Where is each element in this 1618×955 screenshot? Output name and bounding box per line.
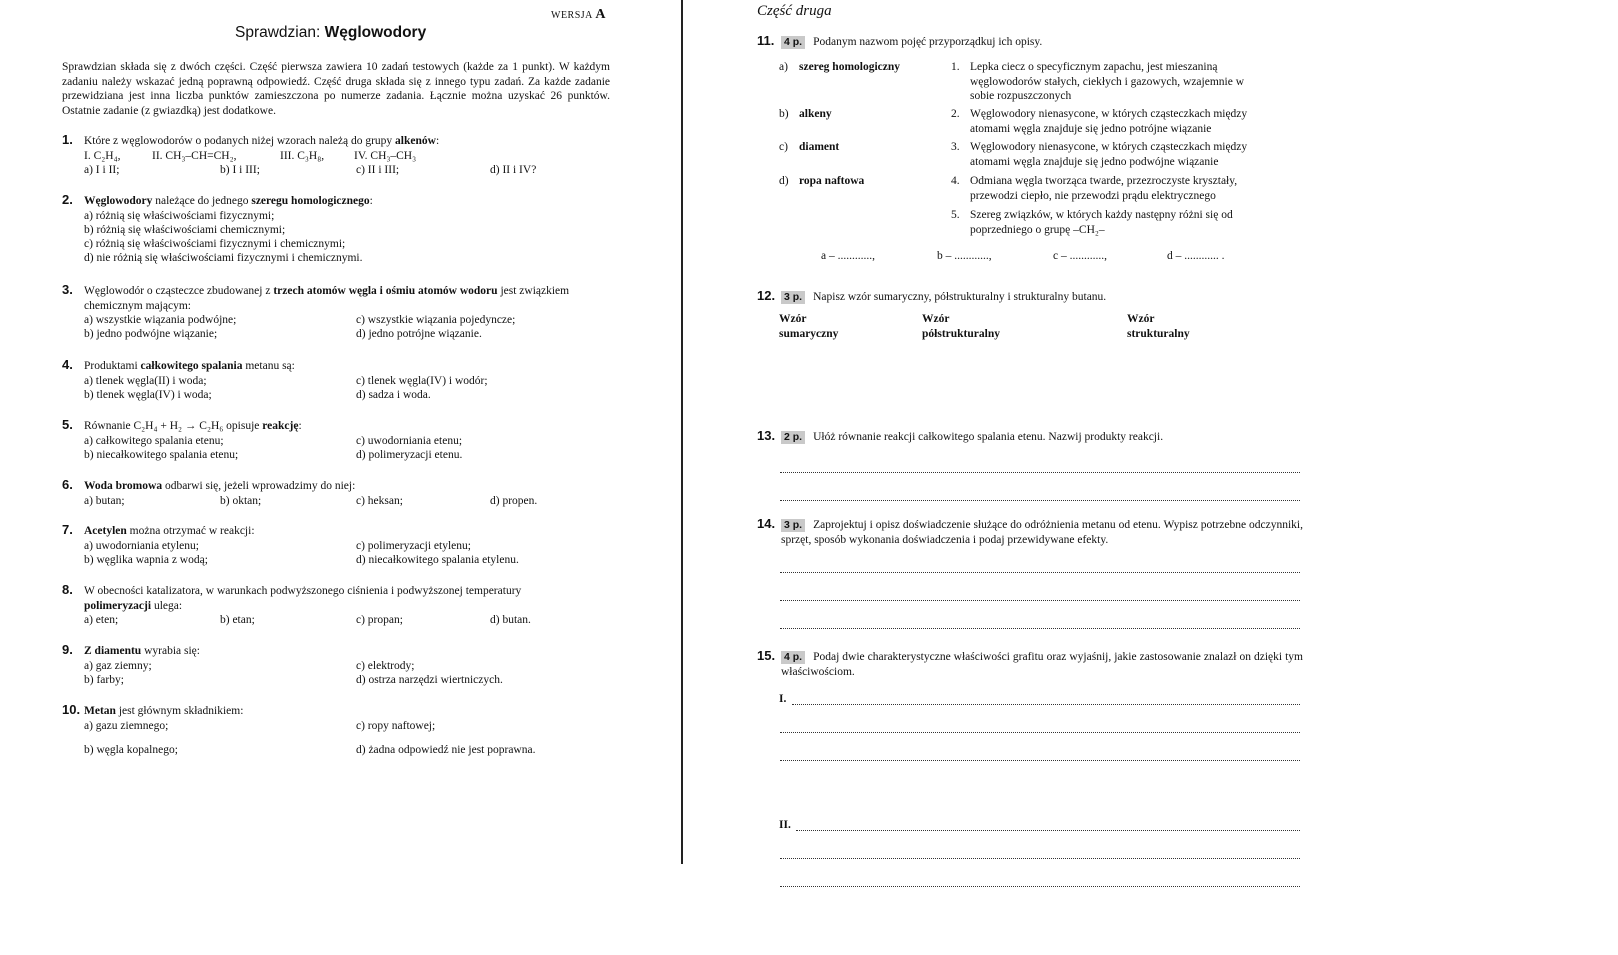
option-b[interactable]: b) farby;	[84, 674, 124, 686]
answer-d[interactable]: d – ............ .	[1167, 250, 1225, 262]
points-badge: 3 p.	[781, 519, 805, 532]
intro-paragraph: Sprawdzian składa się z dwóch części. Część pierwsza zawiera 10 zadań testowych (każde za 1 punkt). W każdym zadaniu należy wskazać jedną poprawną odpowiedź. Część druga składa się z innego typu zadań. Za każde zadanie przewidziana jest inna liczba punktów zamieszczona po numerze zadania. Łącznie można uzyskać 26 punktów. Ostatnie zadanie (z gwiazdką) jest dodatkowe.	[62, 61, 610, 117]
option-c[interactable]: c) różnią się właściwościami fizycznymi i chemicznymi;	[84, 238, 346, 250]
question-1-text: Które z węglowodorów o podanych niżej wzorach należą do grupy alkenów:	[84, 135, 440, 147]
question-6: 6. Woda bromowa odbarwi się, jeżeli wprowadzimy do niej: a) butan; b) oktan; c) heksan; d) propen.	[62, 479, 622, 509]
option-b[interactable]: b) tlenek węgla(IV) i woda;	[84, 389, 212, 401]
question-11: 11. 4 p. Podanym nazwom pojęć przyporządkuj ich opisy. a) szereg homologiczny b) alkeny c) diament d) ropa naftowa 1. Lepka ciecz o specyficznym zapachu, jest mieszaniną węglowodorów stałych, ciekłych i gazowych, wzajemnie w sobie rozpuszczonych 2. Węglowodory nienasycone, w których cząsteczkach między atomami węgla znajduje się jedno potrójne wiązanie 3. Węglowodory nienasycone, w których cząsteczkach między atomami węgla znajduje się jedno podwójne wiązanie 4. Odmiana węgla tworząca twarde, przezroczyste kryształy, przewodzi ciepło, nie przewodzi prądu elektrycznego 5. Szereg związków, w których każdy następny różni się od poprzedniego o grupę –CH₂– a – ............, b – ............, c – ............, d – ............ .	[757, 35, 1309, 275]
answer-b[interactable]: b – ............,	[937, 250, 992, 262]
description-2: Węglowodory nienasycone, w których cząsteczkach między atomami węgla znajduje się jedno potrójne wiązanie	[970, 108, 1248, 135]
question-1: 1. Które z węglowodorów o podanych niżej wzorach należą do grupy alkenów: I. C₂H₄, II. CH₃–CH=CH₂, III. C₃H₈, IV. CH₃–CH₃ a) I i II; b) I i III; c) II i III; d) II i IV?	[62, 134, 622, 180]
answer-line[interactable]	[780, 500, 1300, 501]
question-13: 13. 2 p. Ułóż równanie reakcji całkowitego spalania etenu. Nazwij produkty reakcji.	[757, 430, 1309, 445]
option-d[interactable]: d) sadza i woda.	[356, 389, 431, 401]
option-d[interactable]: d) propen.	[490, 495, 538, 507]
description-number: 4.	[951, 175, 960, 187]
option-d[interactable]: d) butan.	[490, 614, 531, 626]
question-7-text: Acetylen można otrzymać w reakcji:	[84, 525, 255, 537]
option-c[interactable]: c) uwodorniania etenu;	[356, 435, 463, 447]
option-d[interactable]: d) II i IV?	[490, 164, 537, 176]
option-c[interactable]: c) tlenek węgla(IV) i wodór;	[356, 375, 488, 387]
page-title: Sprawdzian: Węglowodory	[235, 24, 427, 41]
option-c[interactable]: c) wszystkie wiązania pojedyncze;	[356, 314, 516, 326]
option-c[interactable]: c) heksan;	[356, 495, 403, 507]
option-d[interactable]: d) jedno potrójne wiązanie.	[356, 328, 482, 340]
option-b[interactable]: b) jedno podwójne wiązanie;	[84, 328, 218, 340]
question-3: 3. Węglowodór o cząsteczce zbudowanej z trzech atomów węgla i ośmiu atomów wodoru jest związkiem chemicznym mającym: a) wszystkie wiązania podwójne; b) jedno podwójne wiązanie; c) wszystkie wiązania pojedyncze; d) jedno potrójne wiązanie.	[62, 284, 582, 344]
formula-1: I. C₂H₄,	[84, 150, 121, 162]
description-4: Odmiana węgla tworząca twarde, przezroczyste kryształy, przewodzi ciepło, nie przewodzi prądu elektrycznego	[970, 175, 1238, 202]
answer-line[interactable]	[780, 572, 1300, 573]
question-14: 14. 3 p. Zaprojektuj i opisz doświadczenie służące do odróżnienia metanu od etenu. Wypisz potrzebne odczynniki, sprzęt, sposób wykonania doświadczenia i podaj przewidywane efekty.	[757, 516, 1303, 546]
option-b[interactable]: b) węgla kopalnego;	[84, 744, 178, 756]
term-label-a: a)	[779, 61, 788, 73]
question-5: 5. Równanie C₂H₄ + H₂ → C₂H₆ opisuje reakcję: a) całkowitego spalania etenu; b) niecałkowitego spalania etenu; c) uwodorniania etenu; d) polimeryzacji etenu.	[62, 419, 622, 463]
version-label: WERSJA A	[551, 7, 606, 22]
answer-line[interactable]	[796, 830, 1300, 831]
answer-line[interactable]	[780, 472, 1300, 473]
option-d[interactable]: d) nie różnią się właściwościami fizycznymi i chemicznymi.	[84, 252, 363, 264]
term-a: szereg homologiczny	[799, 61, 901, 73]
formula-2: II. CH₃–CH=CH₂,	[152, 150, 237, 162]
question-15-text: 4 p. Podaj dwie charakterystyczne właściwości grafitu oraz wyjaśnij, jakie zastosowanie znalazł on dzięki tym właściwościom.	[781, 651, 1303, 678]
question-10-text: Metan jest głównym składnikiem:	[84, 705, 244, 717]
option-b[interactable]: b) różnią się właściwościami chemicznymi;	[84, 224, 286, 236]
option-a[interactable]: a) całkowitego spalania etenu;	[84, 435, 224, 447]
answer-line[interactable]	[780, 760, 1300, 761]
question-5-text: Równanie C₂H₄ + H₂ → C₂H₆ opisuje reakcję:	[84, 420, 302, 432]
option-a[interactable]: a) różnią się właściwościami fizycznymi;	[84, 210, 275, 222]
question-2: 2. Węglowodory należące do jednego szeregu homologicznego: a) różnią się właściwościami fizycznymi; b) różnią się właściwościami chemicznymi; c) różnią się właściwościami fizycznymi i chemicznymi; d) nie różnią się właściwościami fizycznymi i chemicznymi.	[62, 194, 622, 266]
option-c[interactable]: c) elektrody;	[356, 660, 415, 672]
formula-3: III. C₃H₈,	[280, 150, 325, 162]
answer-line[interactable]	[780, 858, 1300, 859]
question-9-text: Z diamentu wyrabia się:	[84, 645, 200, 657]
question-4-text: Produktami całkowitego spalania metanu są:	[84, 360, 295, 372]
question-2-text: Węglowodory należące do jednego szeregu homologicznego:	[84, 195, 373, 207]
option-c[interactable]: c) ropy naftowej;	[356, 720, 436, 732]
column-summary-label: Wzór	[779, 313, 807, 325]
column-summary-label: sumaryczny	[779, 328, 839, 340]
points-badge: 4 p.	[781, 651, 805, 664]
option-d[interactable]: d) polimeryzacji etenu.	[356, 449, 463, 461]
column-structural-label: Wzór	[1127, 313, 1155, 325]
question-14-text: 3 p. Zaprojektuj i opisz doświadczenie służące do odróżnienia metanu od etenu. Wypisz potrzebne odczynniki, sprzęt, sposób wykonania doświadczenia i podaj przewidywane efekty.	[781, 519, 1303, 546]
question-7: 7. Acetylen można otrzymać w reakcji: a) uwodorniania etylenu; b) węglika wapnia z wodą; c) polimeryzacji etylenu; d) niecałkowitego spalania etylenu.	[62, 524, 622, 568]
points-badge: 3 p.	[781, 291, 805, 304]
question-12-text: 3 p. Napisz wzór sumaryczny, półstrukturalny i strukturalny butanu.	[781, 290, 1309, 305]
option-b[interactable]: b) niecałkowitego spalania etenu;	[84, 449, 239, 461]
option-b[interactable]: b) węglika wapnia z wodą;	[84, 554, 208, 566]
description-number: 5.	[951, 209, 960, 221]
question-10: 10. Metan jest głównym składnikiem: a) gazu ziemnego; b) węgla kopalnego; c) ropy naftowej; d) żadna odpowiedź nie jest poprawna.	[62, 704, 622, 760]
description-1: Lepka ciecz o specyficznym zapachu, jest mieszaniną węglowodorów stałych, ciekłych i gazowych, wzajemnie w sobie rozpuszczonych	[970, 61, 1244, 102]
column-structural-label: strukturalny	[1127, 328, 1190, 340]
option-c[interactable]: c) polimeryzacji etylenu;	[356, 540, 471, 552]
option-b[interactable]: b) oktan;	[220, 495, 262, 507]
answer-line[interactable]	[780, 732, 1300, 733]
answer-line[interactable]	[780, 886, 1300, 887]
question-8-text: W obecności katalizatora, w warunkach podwyższonego ciśnienia i podwyższonej temperatury polimeryzacji ulega:	[84, 585, 522, 612]
answer-line[interactable]	[792, 704, 1300, 705]
option-a[interactable]: a) butan;	[84, 495, 125, 507]
formula-4: IV. CH₃–CH₃	[354, 150, 417, 162]
question-6-text: Woda bromowa odbarwi się, jeżeli wprowadzimy do niej:	[84, 480, 356, 492]
page-divider	[681, 0, 683, 864]
points-badge: 4 p.	[781, 36, 805, 49]
term-label-c: c)	[779, 141, 788, 153]
option-a[interactable]: a) tlenek węgla(II) i woda;	[84, 375, 207, 387]
description-number: 1.	[951, 61, 960, 73]
option-d[interactable]: d) niecałkowitego spalania etylenu.	[356, 554, 519, 566]
term-c: diament	[799, 141, 840, 153]
description-number: 2.	[951, 108, 960, 120]
option-a[interactable]: a) I i II;	[84, 164, 120, 176]
description-5: Szereg związków, w których każdy następny różni się od poprzedniego o grupę –CH₂–	[970, 209, 1233, 236]
option-a[interactable]: a) gazu ziemnego;	[84, 720, 169, 732]
question-3-text: Węglowodór o cząsteczce zbudowanej z trzech atomów węgla i ośmiu atomów wodoru jest związkiem chemicznym mającym:	[84, 285, 570, 312]
part-two-heading: Część druga	[757, 3, 832, 19]
description-number: 3.	[951, 141, 960, 153]
question-4: 4. Produktami całkowitego spalania metanu są: a) tlenek węgla(II) i woda; b) tlenek węgla(IV) i woda; c) tlenek węgla(IV) i wodór; d) sadza i woda.	[62, 359, 622, 403]
option-a[interactable]: a) uwodorniania etylenu;	[84, 540, 199, 552]
question-12: 12. 3 p. Napisz wzór sumaryczny, półstrukturalny i strukturalny butanu. Wzór sumaryczny Wzór półstrukturalny Wzór strukturalny	[757, 290, 1309, 340]
column-semi-label: półstrukturalny	[922, 328, 1000, 340]
question-8: 8. W obecności katalizatora, w warunkach podwyższonego ciśnienia i podwyższonej temperatury polimeryzacji ulega: a) eten; b) etan; c) propan; d) butan.	[62, 584, 582, 628]
answer-label-1: I.	[779, 693, 787, 705]
version-letter: A	[595, 7, 606, 22]
points-badge: 2 p.	[781, 431, 805, 444]
answer-a[interactable]: a – ............,	[821, 250, 875, 262]
option-d[interactable]: d) żadna odpowiedź nie jest poprawna.	[356, 744, 536, 756]
question-11-text: 4 p. Podanym nazwom pojęć przyporządkuj ich opisy.	[781, 35, 1309, 50]
answer-label-2: II.	[779, 819, 791, 831]
option-d[interactable]: d) ostrza narzędzi wiertniczych.	[356, 674, 503, 686]
question-13-text: 2 p. Ułóż równanie reakcji całkowitego spalania etenu. Nazwij produkty reakcji.	[781, 430, 1309, 445]
question-15: 15. 4 p. Podaj dwie charakterystyczne właściwości grafitu oraz wyjaśnij, jakie zastosowanie znalazł on dzięki tym właściwościom.	[757, 648, 1303, 678]
term-label-d: d)	[779, 175, 789, 187]
description-3: Węglowodory nienasycone, w których cząsteczkach między atomami węgla znajduje się jedno podwójne wiązanie	[970, 141, 1248, 168]
answer-c[interactable]: c – ............,	[1053, 250, 1107, 262]
option-c[interactable]: c) propan;	[356, 614, 403, 626]
answer-line[interactable]	[780, 600, 1300, 601]
option-b[interactable]: b) I i III;	[220, 164, 260, 176]
term-label-b: b)	[779, 108, 789, 120]
option-c[interactable]: c) II i III;	[356, 164, 400, 176]
option-a[interactable]: a) gaz ziemny;	[84, 660, 152, 672]
option-a[interactable]: a) eten;	[84, 614, 119, 626]
answer-line[interactable]	[780, 628, 1300, 629]
term-b: alkeny	[799, 108, 832, 120]
column-semi-label: Wzór	[922, 313, 950, 325]
question-9: 9. Z diamentu wyrabia się: a) gaz ziemny; b) farby; c) elektrody; d) ostrza narzędzi wiertniczych.	[62, 644, 622, 688]
term-d: ropa naftowa	[799, 175, 865, 187]
option-b[interactable]: b) etan;	[220, 614, 255, 626]
option-a[interactable]: a) wszystkie wiązania podwójne;	[84, 314, 237, 326]
